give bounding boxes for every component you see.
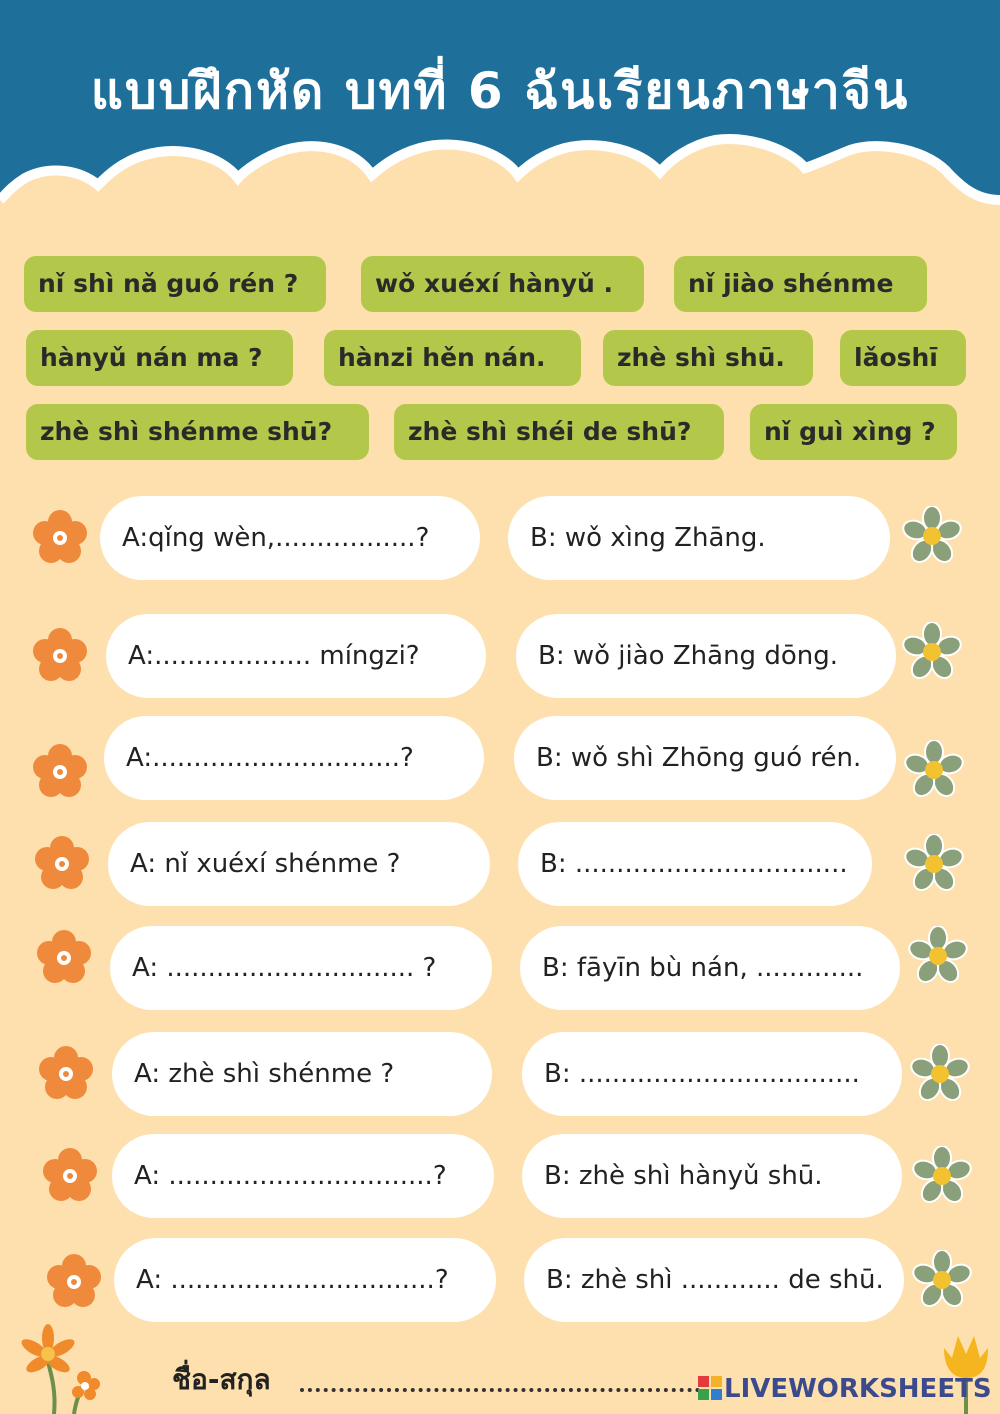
answer-b-bubble[interactable]: B: wǒ jiào Zhāng dōng. bbox=[516, 614, 896, 698]
decorative-flowers-icon bbox=[14, 1322, 110, 1414]
green-flower-icon bbox=[902, 506, 962, 566]
question-a-bubble[interactable]: A: nǐ xuéxí shénme ? bbox=[108, 822, 490, 906]
word-chip[interactable]: wǒ xuéxí hànyǔ . bbox=[361, 256, 644, 312]
liveworksheets-logo-icon bbox=[698, 1376, 722, 1400]
question-a-bubble[interactable]: A:..............................? bbox=[104, 716, 484, 800]
question-a-bubble[interactable]: A: ................................? bbox=[114, 1238, 496, 1322]
green-flower-icon bbox=[908, 926, 968, 986]
answer-b-bubble[interactable]: B: .................................. bbox=[522, 1032, 902, 1116]
orange-flower-icon bbox=[40, 1146, 100, 1206]
word-chip[interactable]: nǐ shì nǎ guó rén ? bbox=[24, 256, 326, 312]
answer-b-bubble[interactable]: B: zhè shì hànyǔ shū. bbox=[522, 1134, 902, 1218]
answer-b-bubble[interactable]: B: fāyīn bù nán, ............. bbox=[520, 926, 900, 1010]
green-flower-icon bbox=[904, 740, 964, 800]
name-label: ชื่อ-สกุล bbox=[172, 1363, 271, 1396]
answer-b-bubble[interactable]: B: ................................. bbox=[518, 822, 872, 906]
orange-flower-icon bbox=[30, 626, 90, 686]
green-flower-icon bbox=[910, 1044, 970, 1104]
question-a-bubble[interactable]: A: zhè shì shénme ? bbox=[112, 1032, 492, 1116]
watermark bbox=[698, 1374, 992, 1404]
word-chip[interactable]: zhè shì shénme shū? bbox=[26, 404, 369, 460]
orange-flower-icon bbox=[30, 508, 90, 568]
orange-flower-icon bbox=[30, 742, 90, 802]
orange-flower-icon bbox=[36, 1044, 96, 1104]
watermark-text: LIVEWORKSHEETS bbox=[724, 1374, 992, 1404]
name-input-line[interactable] bbox=[300, 1388, 700, 1392]
orange-flower-icon bbox=[44, 1252, 104, 1312]
question-a-bubble[interactable]: A: ................................? bbox=[112, 1134, 494, 1218]
word-chip[interactable]: hànzi hěn nán. bbox=[324, 330, 581, 386]
green-flower-icon bbox=[904, 834, 964, 894]
word-chip[interactable]: nǐ guì xìng ? bbox=[750, 404, 957, 460]
word-chip[interactable]: hànyǔ nán ma ? bbox=[26, 330, 293, 386]
orange-flower-icon bbox=[34, 928, 94, 988]
word-chip[interactable]: zhè shì shéi de shū? bbox=[394, 404, 724, 460]
question-a-bubble[interactable]: A:................... míngzi? bbox=[106, 614, 486, 698]
green-flower-icon bbox=[912, 1146, 972, 1206]
question-a-bubble[interactable]: A:qǐng wèn,.................? bbox=[100, 496, 480, 580]
word-chip[interactable]: lǎoshī bbox=[840, 330, 966, 386]
answer-b-bubble[interactable]: B: zhè shì ............ de shū. bbox=[524, 1238, 904, 1322]
page-title: แบบฝึกหัด บทที่ 6 ฉันเรียนภาษาจีน bbox=[90, 62, 910, 120]
answer-b-bubble[interactable]: B: wǒ xìng Zhāng. bbox=[508, 496, 890, 580]
word-chip[interactable]: zhè shì shū. bbox=[603, 330, 813, 386]
orange-flower-icon bbox=[32, 834, 92, 894]
green-flower-icon bbox=[902, 622, 962, 682]
green-flower-icon bbox=[912, 1250, 972, 1310]
question-a-bubble[interactable]: A: .............................. ? bbox=[110, 926, 492, 1010]
answer-b-bubble[interactable]: B: wǒ shì Zhōng guó rén. bbox=[514, 716, 896, 800]
word-chip[interactable]: nǐ jiào shénme bbox=[674, 256, 927, 312]
